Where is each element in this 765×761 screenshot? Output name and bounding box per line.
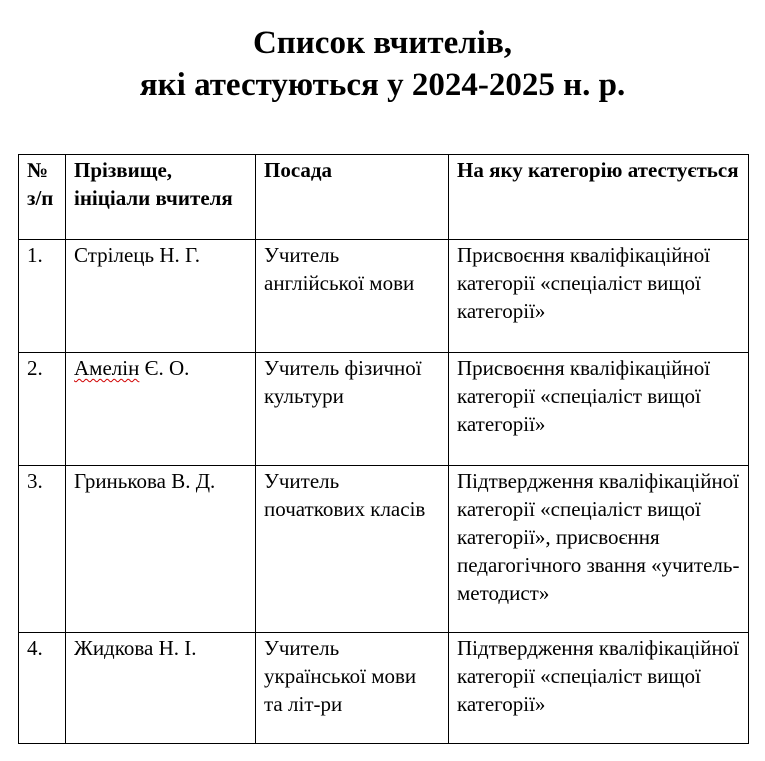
cell-position: Учитель англійської мови [256,240,449,353]
table-row [19,633,749,744]
document-title [0,22,765,106]
cell-position: Учитель фізичної культури [256,353,449,466]
cell-category: Присвоєння кваліфікаційної категорії «спеціаліст вищої категорії» [449,353,749,466]
cell-name [66,353,256,466]
header-category: На яку категорію атестується [449,155,749,240]
cell-num: 3. [19,466,66,633]
header-position: Посада [256,155,449,240]
cell-category: Присвоєння кваліфікаційної категорії «спеціаліст вищої категорії» [449,240,749,353]
cell-name: Стрілець Н. Г. [66,240,256,353]
table-row [19,353,749,466]
table-row [19,466,749,633]
cell-name: Гринькова В. Д. [66,466,256,633]
cell-category: Підтвердження кваліфікаційної категорії «спеціаліст вищої категорії», присвоєння педагогічного звання «учитель-методист» [449,466,749,633]
cell-name-surname: Амелін [74,356,140,380]
title-line-2: які атестуються у 2024-2025 н. р. [139,67,626,103]
cell-category: Підтвердження кваліфікаційної категорії «спеціаліст вищої категорії» [449,633,749,744]
cell-position: Учитель початкових класів [256,466,449,633]
teachers-table [18,154,749,744]
cell-num: 1. [19,240,66,353]
header-name: Прізвище, ініціали вчителя [66,155,256,240]
title-line-1: Список вчителів, [252,25,513,61]
table-header-row [19,155,749,240]
cell-name: Жидкова Н. І. [66,633,256,744]
cell-name-initials: Є. О. [139,356,190,380]
cell-num: 2. [19,353,66,466]
cell-num: 4. [19,633,66,744]
header-num: № з/п [19,155,66,240]
cell-position: Учитель української мови та літ-ри [256,633,449,744]
table-row [19,240,749,353]
